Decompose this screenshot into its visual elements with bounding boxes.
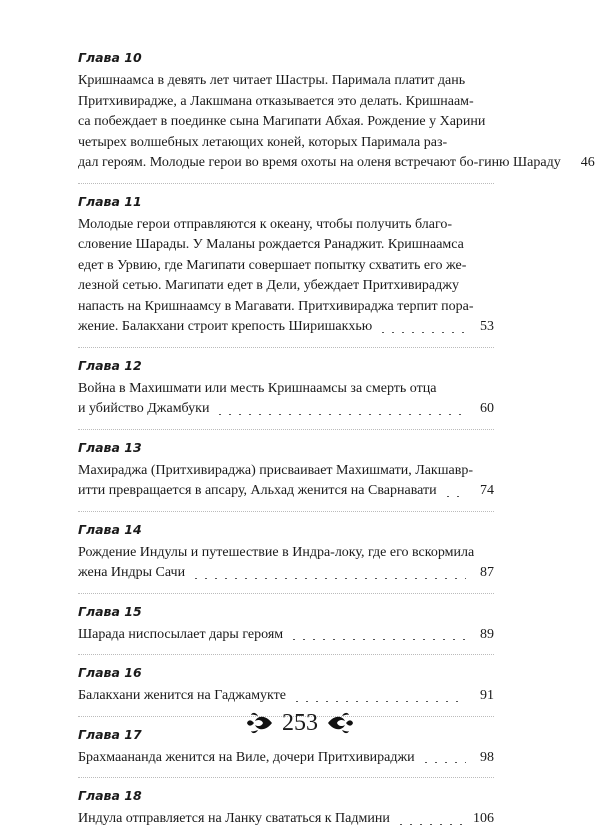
description-line: Кришнаамса в девять лет читает Шастры. Паримала платит дань [78,73,466,88]
chapter-heading: Глава 10 [78,50,142,65]
page-ref[interactable]: 89 [480,626,494,642]
chapter-description [78,625,494,646]
toc-entry[interactable] [78,522,494,584]
description-line: жена Индры Сачи [78,565,186,580]
right-ornament-icon [326,711,354,735]
description-line: Балакхани женится на Гаджамукте [78,688,287,703]
page-number: 253 [282,710,318,736]
description-line: Молодые герои отправляются к океану, чтобы получить благо- [78,216,453,232]
description-line: жение. Балакхани строит крепость Ширишакхью [78,319,373,334]
description-last-line [78,809,494,830]
description-last-line [78,686,494,707]
toc-entry[interactable] [78,788,494,830]
description-last-line [78,399,494,420]
page-ref[interactable]: 98 [480,749,494,765]
chapter-description [78,543,494,584]
entry-divider [78,654,494,655]
chapter-heading: Глава 14 [78,521,142,537]
toc-entry[interactable] [78,665,494,707]
entry-divider [78,347,494,348]
chapter-heading: Глава 17 [78,726,142,742]
chapter-heading: Глава 15 [78,603,142,619]
chapter-description [78,461,494,502]
chapter-description [78,686,494,707]
description-last-line [78,481,494,502]
dot-leader [215,414,466,415]
chapter-description [78,809,494,830]
toc-entry[interactable] [78,50,595,174]
description-line: Шарада ниспосылает дары героям [78,626,284,642]
description-last-line [78,563,494,584]
description-line: Махираджа (Притхивираджа) присваивает Махишмати, Лакшавр- [78,462,473,478]
dot-leader [289,639,466,640]
page-ref[interactable]: 87 [480,565,494,580]
dot-leader [191,578,466,579]
entry-divider [78,183,494,184]
description-line: са побеждает в поединке сына Магипати Абхая. Рождение у Харини [78,114,486,129]
chapter-heading: Глава 13 [78,439,142,455]
description-line: едет в Урвию, где Магипати совершает попытку схватить его же- [78,257,467,273]
description-last-line [78,153,595,174]
chapter-description [78,71,595,174]
description-line: дал героям. Молодые герои во время охоты на оленя встречают бо-гиню Шараду [78,155,561,170]
chapter-description [78,379,494,420]
chapter-heading: Глава 11 [78,193,142,209]
chapter-heading: Глава 16 [78,665,142,680]
chapter-description [78,748,494,769]
page-ref[interactable]: 91 [480,688,494,703]
description-line: напасть на Кришнаамсу в Магавати. Притхивираджа терпит пора- [78,298,474,314]
toc-entry[interactable] [78,194,494,338]
chapter-heading: Глава 18 [78,788,142,803]
description-line: Индула отправляется на Ланку свататься к Падмини [78,811,390,826]
description-line: Рождение Индулы и путешествие в Индра-локу, где его вскормила [78,544,475,560]
description-line: и убийство Джамбуки [78,401,210,416]
dot-leader [292,701,466,702]
description-last-line [78,625,494,646]
toc-entry[interactable] [78,358,494,420]
description-line: лезной сетью. Магипати едет в Дели, убеждает Притхивираджу [78,278,459,293]
description-line: итти превращается в апсару, Альхад женится на Сварнавати [78,483,437,498]
page-ref[interactable]: 106 [473,811,494,826]
description-line: Притхивирадже, а Лакшмана отказывается это делать. Кришнаам- [78,93,474,109]
dot-leader [378,332,466,333]
entry-divider [78,593,494,594]
dot-leader [396,824,466,825]
description-line: четырех волшебных летающих коней, которых Паримала раз- [78,134,448,150]
toc-entry[interactable] [78,604,494,646]
left-ornament-icon [246,711,274,735]
page-ref[interactable]: 74 [480,483,494,498]
description-line: Война в Махишмати или месть Кришнаамсы за смерть отца [78,380,437,396]
dot-leader [443,496,466,497]
description-line: Брахмаананда женится на Виле, дочери Притхивираджи [78,749,415,765]
toc-entry[interactable] [78,440,494,502]
description-last-line [78,317,494,338]
chapter-heading: Глава 12 [78,357,142,373]
entry-divider [78,429,494,430]
page-ref[interactable]: 53 [480,319,494,334]
page-ref[interactable]: 46 [580,155,595,170]
dot-leader [421,762,466,763]
page-footer [0,706,600,740]
description-line: словение Шарады. У Маланы рождается Ранаджит. Кришнаамса [78,237,464,252]
entry-divider [78,777,494,778]
page-ref[interactable]: 60 [480,401,494,416]
chapter-description [78,215,494,338]
description-last-line [78,748,494,769]
entry-divider [78,511,494,512]
